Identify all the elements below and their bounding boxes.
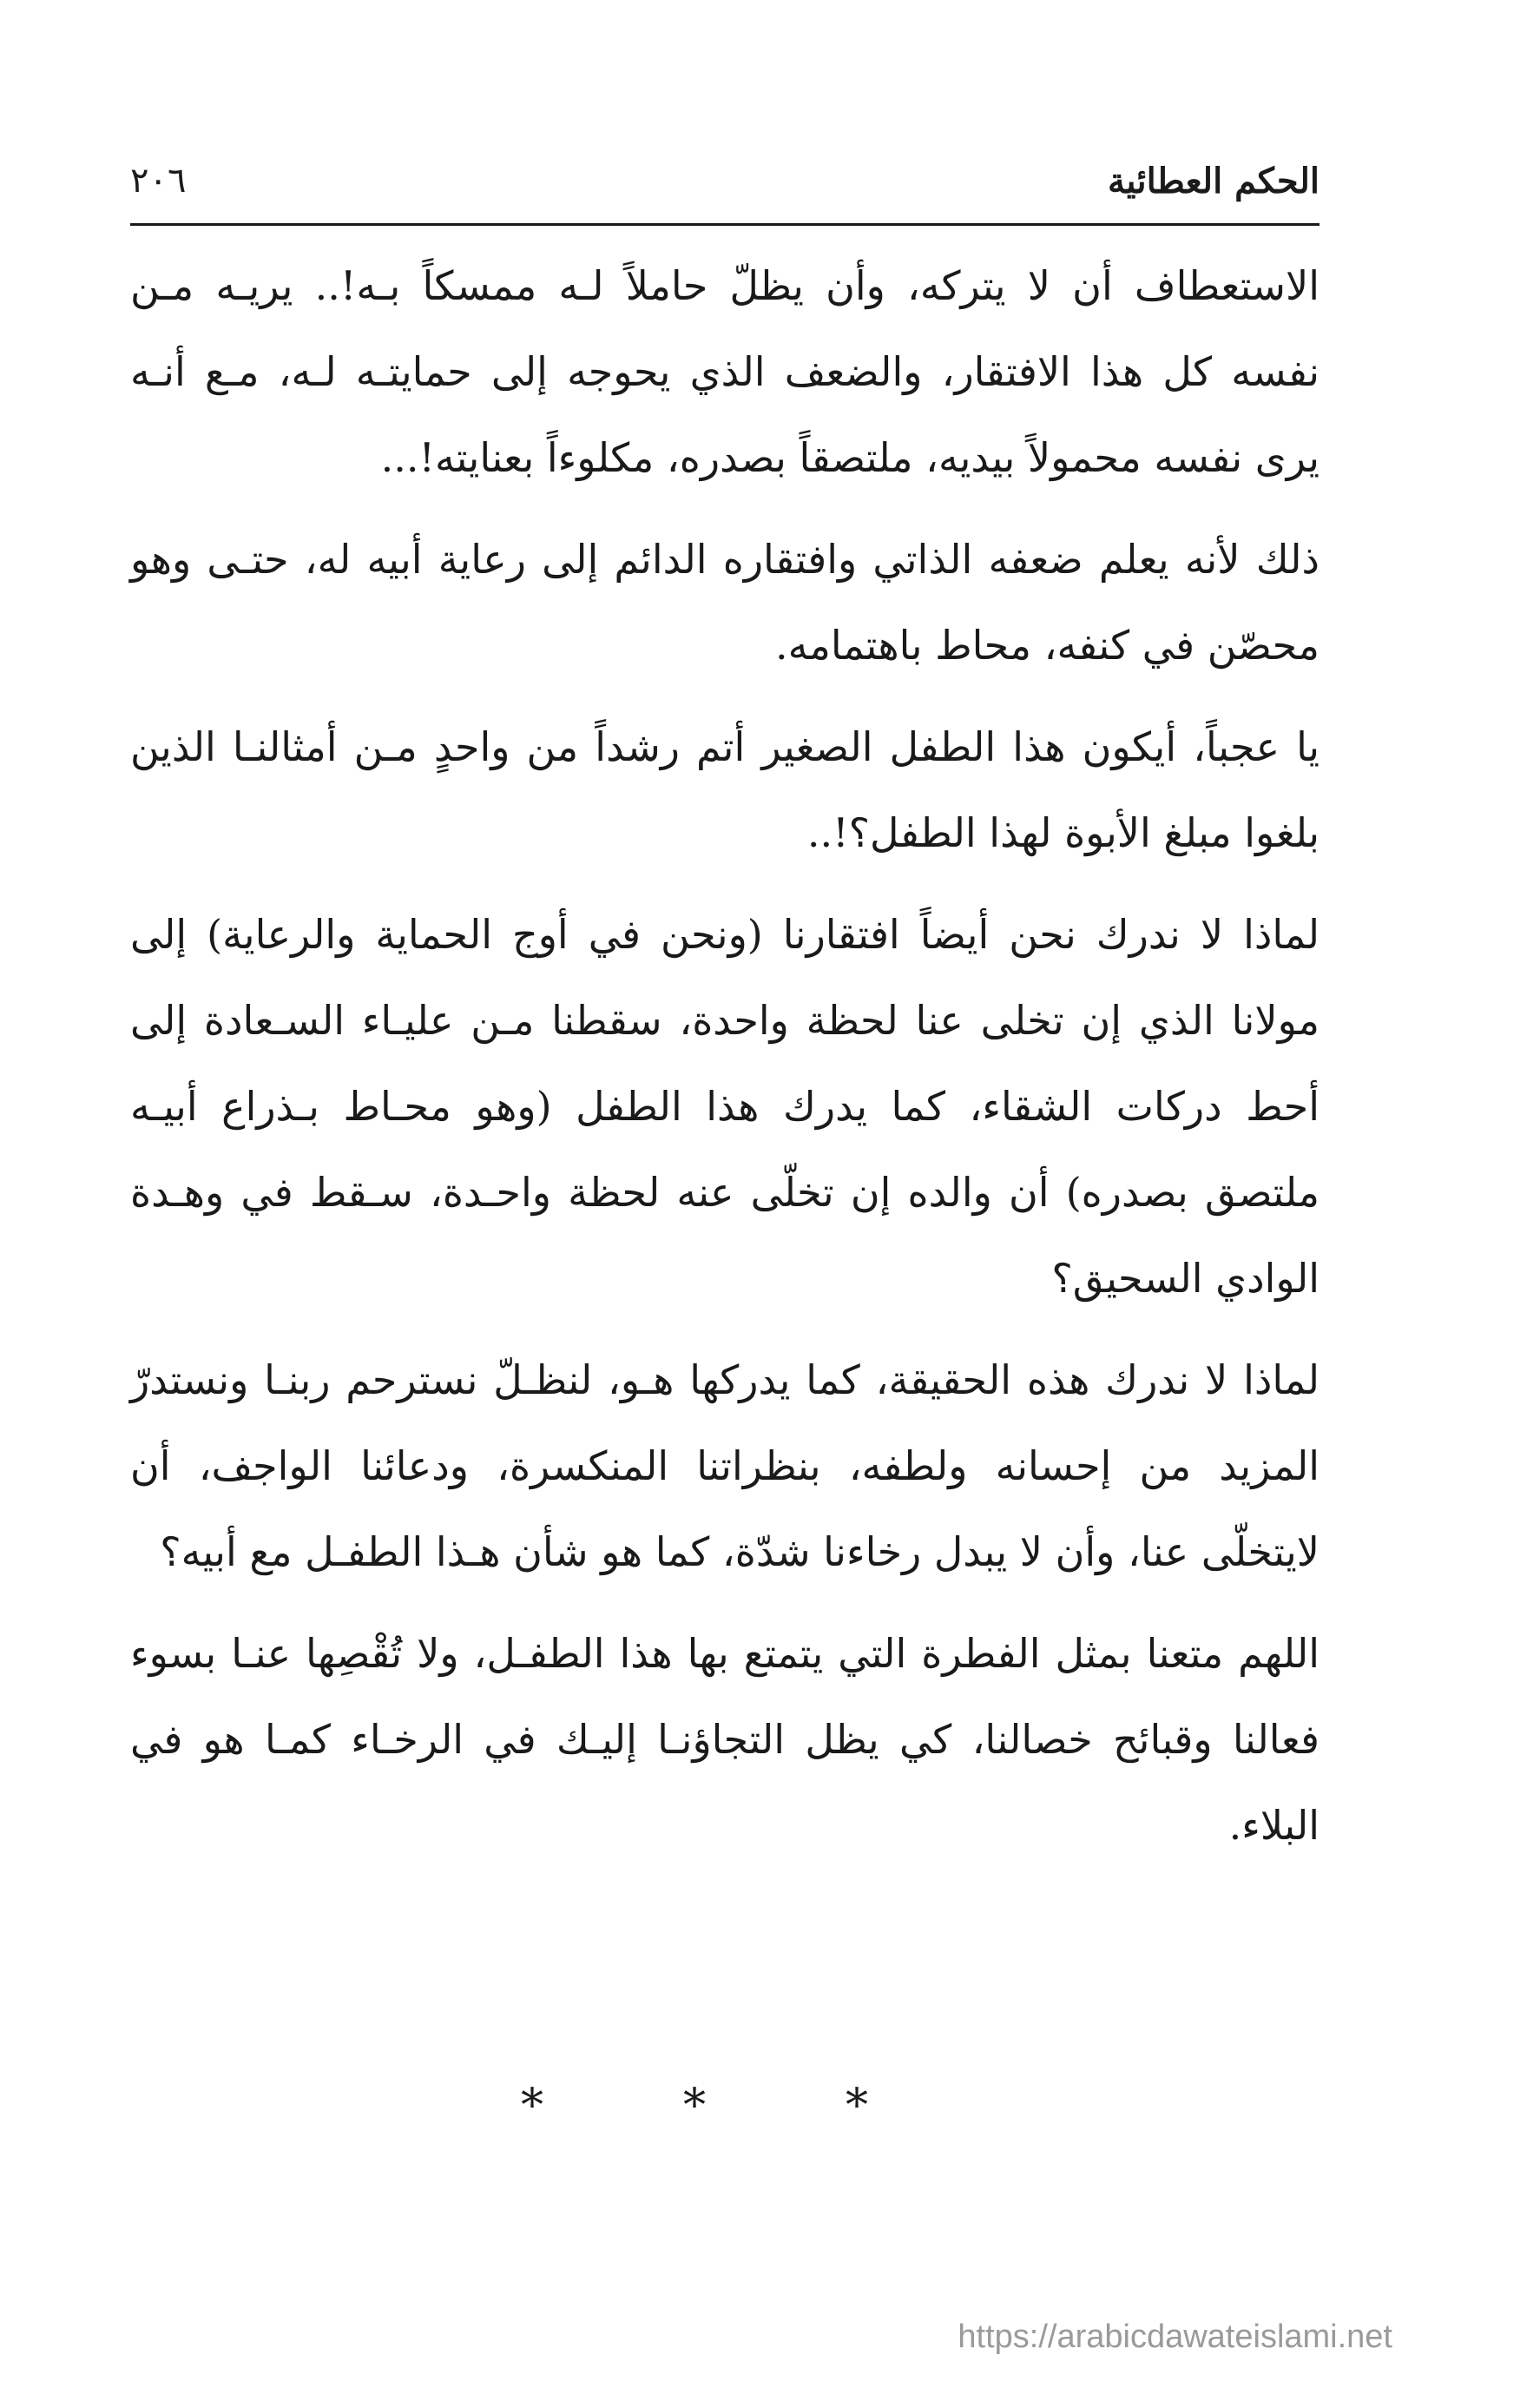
running-title: الحكم العطائية [1107,161,1320,201]
paragraph: يا عجباً، أيكون هذا الطفل الصغير أتم رشداً من واحدٍ مـن أمثالنـا الذين بلغوا مبلغ الأبوة لهذا الطفل؟!.. [130,723,1320,856]
paragraph: لماذا لا ندرك هذه الحقيقة، كما يدركها هـو، لنظـلّ نسترحم ربنـا ونستدرّ المزيد من إحسانه ولطفه، بنظراتنا المنكسرة، ودعائنا الواجف، أن لايتخلّى عنا، وأن لا يبدل رخاءنا شدّة، كما هو شأن هـذا الطفـل مع أبيه؟ [130,1356,1320,1575]
body-text [130,243,1320,1884]
source-watermark: https://arabicdawateislami.net [958,2319,1392,2355]
separator-star: * [683,2080,706,2132]
section-separator [521,2080,868,2132]
paragraph: الاستعطاف أن لا يتركه، وأن يظلّ حاملاً لـه ممسكاً بـه!.. يريـه مـن نفسه كل هذا الافتقار، والضعف الذي يحوجه إلى حمايتـه لـه، مـع أنـه يرى نفسه محمولاً بيديه، ملتصقاً بصدره، مكلوءاً بعنايته!... [130,262,1320,481]
separator-star: * [846,2080,868,2132]
paragraph: اللهم متعنا بمثل الفطرة التي يتمتع بها هذا الطفـل، ولا تُقْصِها عنـا بسوء فعالنا وقبائح خصالنا، كي يظل التجاؤنـا إليـك في الرخـاء كمـا هو في البلاء. [130,1630,1320,1849]
paragraph: لماذا لا ندرك نحن أيضاً افتقارنا (ونحن في أوج الحماية والرعاية) إلى مولانا الذي إن تخلى عنا لحظة واحدة، سقطنا مـن عليـاء السـعادة إلى أحط دركات الشقاء، كما يدرك هذا الطفل (وهو محـاط بـذراع أبيـه ملتصق بصدره) أن والده إن تخلّى عنه لحظة واحـدة، سـقط في وهـدة الوادي السحيق؟ [130,911,1320,1302]
separator-star: * [521,2080,543,2132]
page-header [130,130,1320,200]
page-number: ٢٠٦ [130,161,187,201]
paragraph: ذلك لأنه يعلم ضعفه الذاتي وافتقاره الدائم إلى رعاية أبيه له، حتـى وهو محصّن في كنفه، محاط باهتمامه. [130,536,1320,669]
header-divider [130,223,1320,226]
